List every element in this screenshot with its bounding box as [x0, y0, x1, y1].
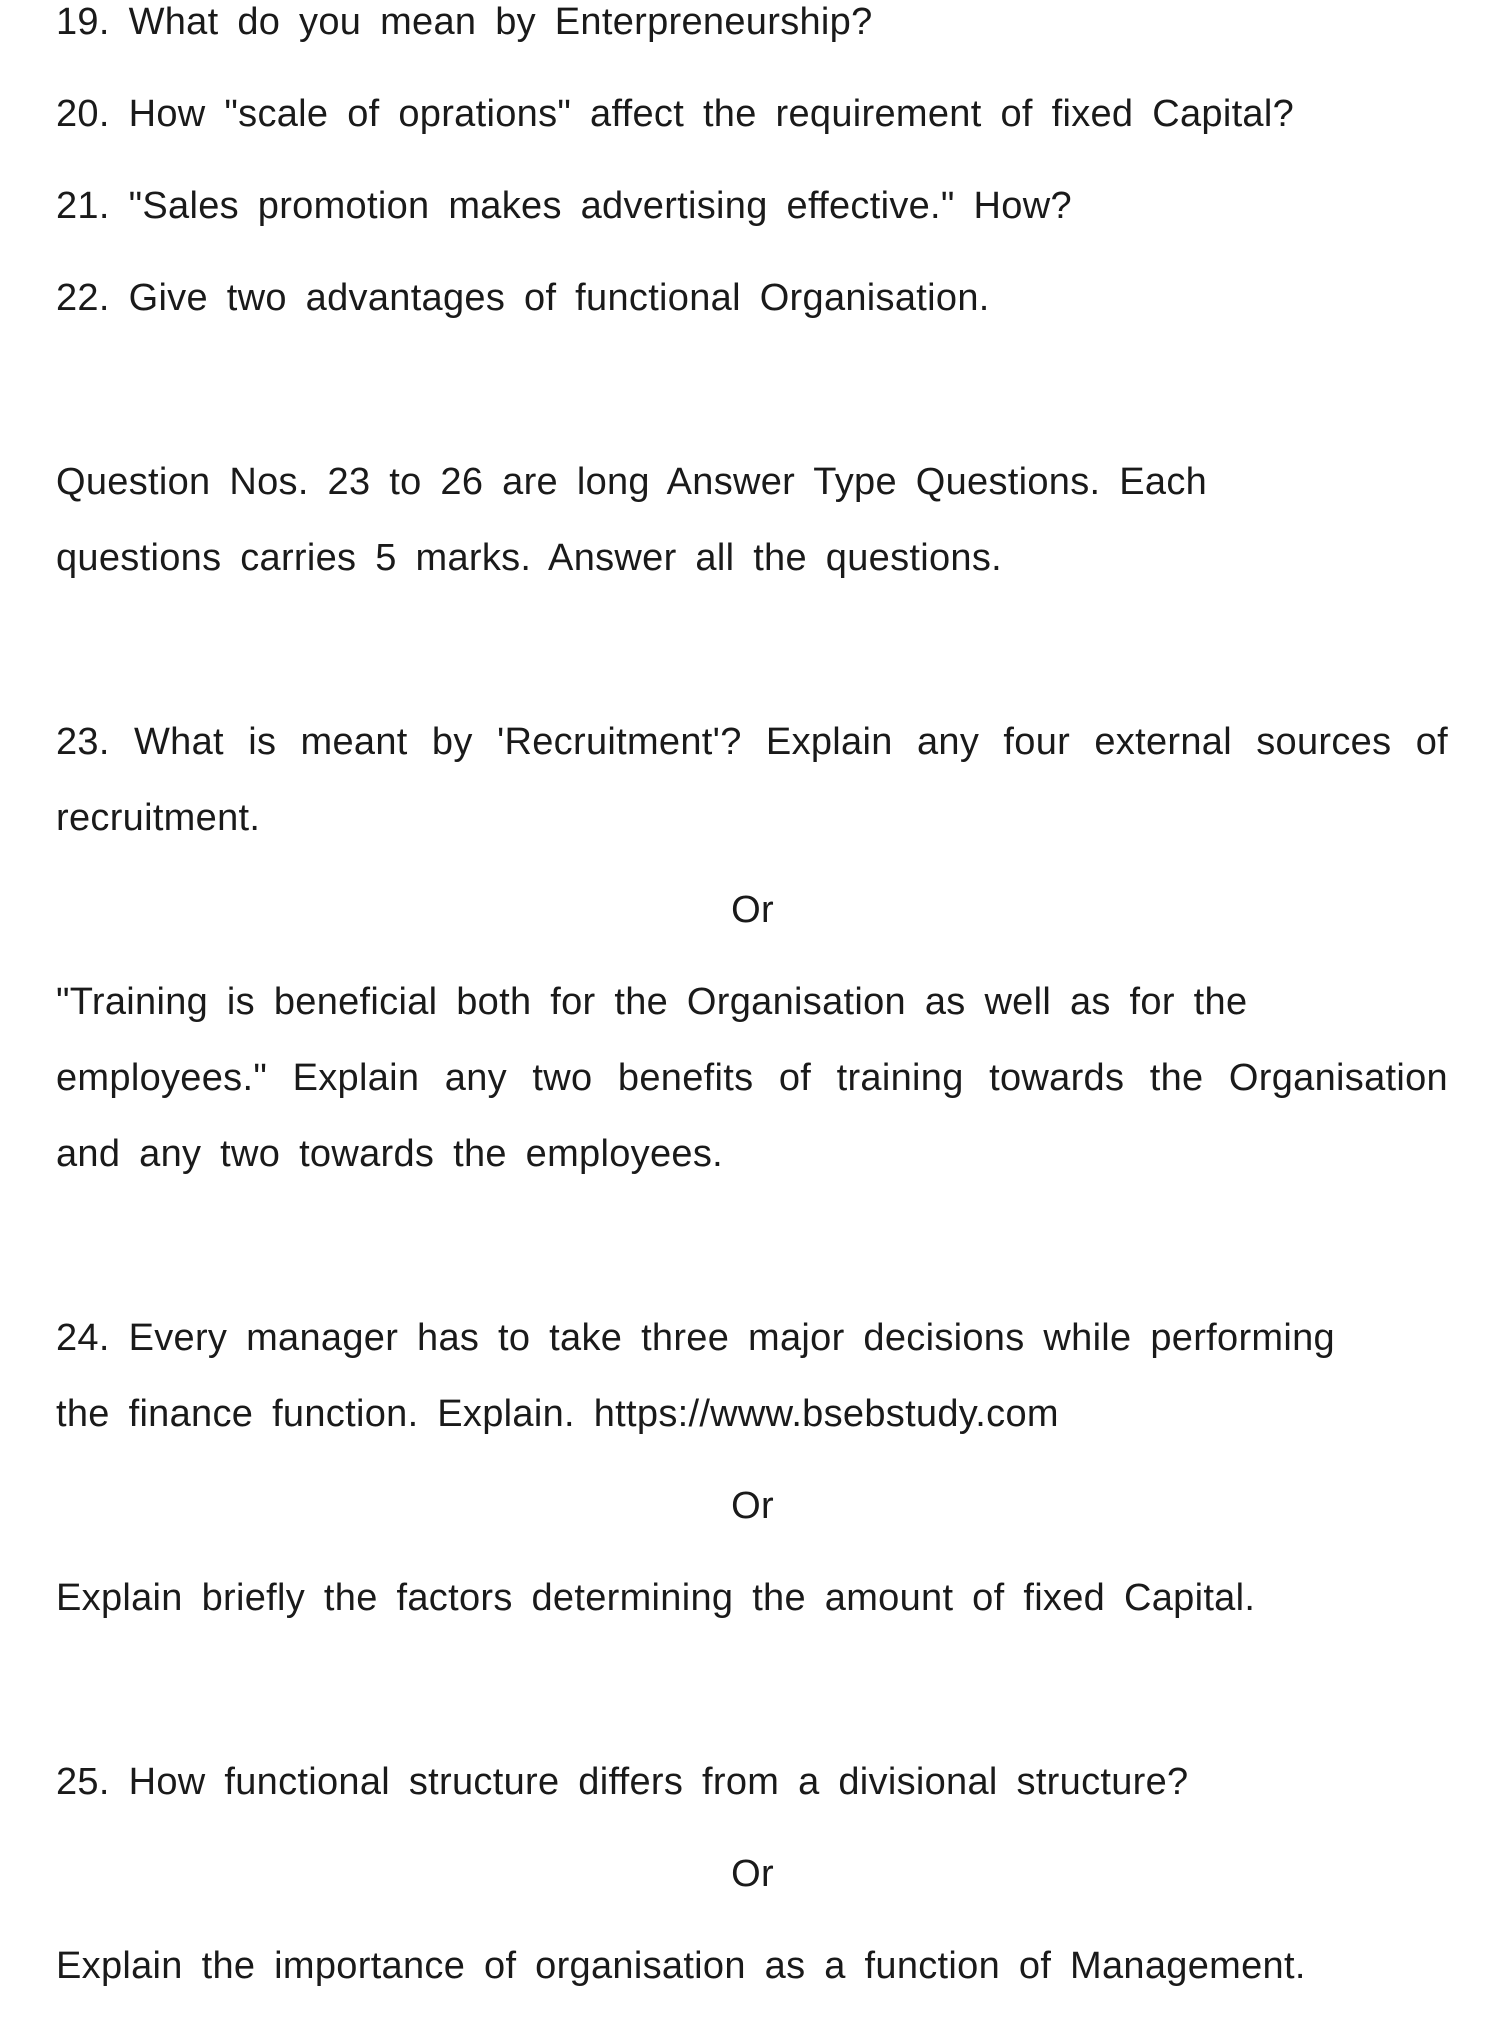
question-21: 21. "Sales promotion makes advertising effective." How? [56, 185, 1072, 227]
question-23-alt-line-1: "Training is beneficial both for the Organisation as well as for the [56, 981, 1248, 1023]
question-24-line-1: 24. Every manager has to take three major decisions while performing [56, 1317, 1335, 1359]
question-20: 20. How "scale of oprations" affect the requirement of fixed Capital? [56, 93, 1295, 135]
or-divider-23: Or [731, 889, 774, 931]
long-instructions-line-1: Question Nos. 23 to 26 are long Answer Type Questions. Each [56, 461, 1208, 503]
question-23-alt-line-2: employees." Explain any two benefits of training towards the Organisation [56, 1057, 1448, 1099]
question-23-line-1: 23. What is meant by 'Recruitment'? Explain any four external sources of [56, 721, 1448, 763]
question-25-line-1: 25. How functional structure differs from a divisional structure? [56, 1761, 1189, 1803]
question-19: 19. What do you mean by Enterpreneurship? [56, 1, 873, 43]
question-23-alt-line-3: and any two towards the employees. [56, 1133, 723, 1175]
question-22: 22. Give two advantages of functional Organisation. [56, 277, 990, 319]
question-24-alt-line-1: Explain briefly the factors determining the amount of fixed Capital. [56, 1577, 1256, 1619]
question-25-alt-line-1: Explain the importance of organisation as a function of Management. [56, 1945, 1306, 1987]
or-divider-25: Or [731, 1853, 774, 1895]
long-instructions-line-2: questions carries 5 marks. Answer all the questions. [56, 537, 1003, 579]
question-23-line-2: recruitment. [56, 797, 261, 839]
or-divider-24: Or [731, 1485, 774, 1527]
question-24-line-2: the finance function. Explain. https://www.bsebstudy.com [56, 1393, 1059, 1435]
